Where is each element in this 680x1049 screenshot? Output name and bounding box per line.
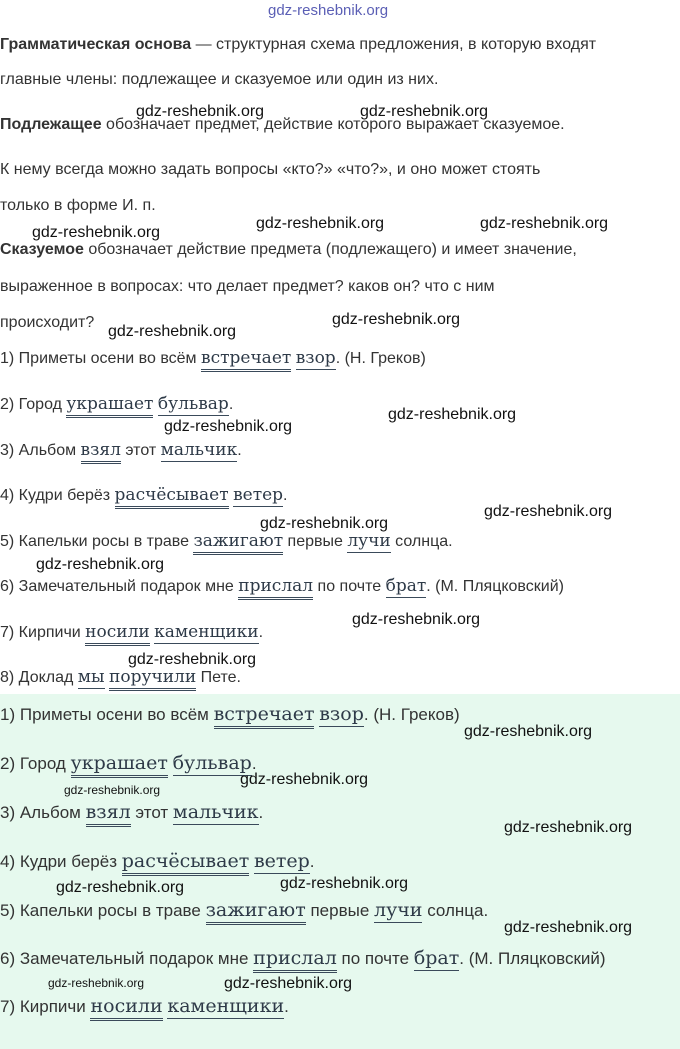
predicate-underline: встречает <box>214 703 315 729</box>
watermark: gdz-reshebnik.org <box>464 723 593 740</box>
watermark: gdz-reshebnik.org <box>36 556 165 573</box>
watermark: gdz-reshebnik.org <box>224 975 353 992</box>
watermark: gdz-reshebnik.org <box>32 224 161 241</box>
watermark: gdz-reshebnik.org <box>484 503 613 520</box>
theory-p1-line2: главные члены: подлежащее и сказуемое или один из них. <box>0 71 439 88</box>
theory-p4-rest: обозначает действие предмета (подлежащего) и имеет значение, <box>83 241 577 258</box>
sentence-answer-4: 4) Кудри берёз расчёсывает ветер. <box>0 851 315 872</box>
theory-p3-line1: К нему всегда можно задать вопросы «кто?» «что?», и оно может стоять <box>0 161 541 178</box>
watermark: gdz-reshebnik.org <box>128 651 257 668</box>
watermark: gdz-reshebnik.org <box>332 311 461 328</box>
subject-underline: мальчик <box>172 801 259 823</box>
subject-underline: мальчик <box>160 440 238 460</box>
sentence-answer-3: 3) Альбом взял этот мальчик. <box>0 802 263 823</box>
predicate-underline: носили <box>90 995 162 1021</box>
predicate-underline: поручили <box>109 667 196 691</box>
predicate-underline: украшает <box>71 752 168 778</box>
sentence-answer-2: 2) Город украшает бульвар. <box>0 753 257 774</box>
theory-p4-line2: выраженное в вопросах: что делает предмет? каков он? что с ним <box>0 278 495 295</box>
subject-underline: брат <box>413 947 460 969</box>
sentence-plain-8: 8) Доклад мы поручили Пете. <box>0 667 241 688</box>
sentence-answer-1: 1) Приметы осени во всём встречает взор. (Н. Греков) <box>0 704 460 725</box>
predicate-underline: прислал <box>238 576 313 600</box>
watermark: gdz-reshebnik.org <box>48 976 145 990</box>
predicate-underline: носили <box>85 622 150 646</box>
predicate-underline: взял <box>81 440 121 464</box>
theory-p2-rest: обозначает предмет, действие которого выражает сказуемое. <box>101 116 565 133</box>
sentence-plain-6: 6) Замечательный подарок мне прислал по почте брат. (М. Пляцковский) <box>0 576 564 597</box>
subject-underline: бульвар <box>157 394 229 414</box>
sentence-answer-6: 6) Замечательный подарок мне прислал по почте брат. (М. Пляцковский) <box>0 948 606 969</box>
subject-underline: мы <box>77 667 105 687</box>
subject-underline: бульвар <box>172 752 252 774</box>
watermark-top: gdz-reshebnik.org <box>268 2 389 19</box>
predicate-underline: взял <box>86 801 131 827</box>
sentence-answer-5: 5) Капельки росы в траве зажигают первые лучи солнца. <box>0 900 488 921</box>
predicate-underline: прислал <box>253 947 337 973</box>
theory-p4-line1 <box>0 240 577 260</box>
watermark: gdz-reshebnik.org <box>360 103 489 120</box>
watermark: gdz-reshebnik.org <box>108 323 237 340</box>
sentence-plain-3: 3) Альбом взял этот мальчик. <box>0 440 242 461</box>
watermark: gdz-reshebnik.org <box>136 103 265 120</box>
watermark: gdz-reshebnik.org <box>164 418 293 435</box>
subject-underline: ветер <box>233 485 284 505</box>
theory-p1-rest: — структурная схема предложения, в которую входят <box>191 36 597 53</box>
term-subject: Подлежащее <box>0 116 102 133</box>
watermark: gdz-reshebnik.org <box>504 819 633 836</box>
sentence-plain-7: 7) Кирпичи носили каменщики. <box>0 622 263 643</box>
subject-underline: взор <box>295 348 336 368</box>
watermark: gdz-reshebnik.org <box>480 215 609 232</box>
subject-underline: ветер <box>253 850 310 872</box>
sentence-plain-4: 4) Кудри берёз расчёсывает ветер. <box>0 485 288 506</box>
watermark: gdz-reshebnik.org <box>260 515 389 532</box>
subject-underline: каменщики <box>154 622 259 642</box>
watermark: gdz-reshebnik.org <box>56 879 185 896</box>
predicate-underline: украшает <box>66 394 153 418</box>
watermark: gdz-reshebnik.org <box>388 406 517 423</box>
sentence-answer-7: 7) Кирпичи носили каменщики. <box>0 996 289 1017</box>
watermark: gdz-reshebnik.org <box>256 215 385 232</box>
subject-underline: взор <box>319 703 364 725</box>
sentence-plain-2: 2) Город украшает бульвар. <box>0 394 233 415</box>
theory-p4-line3: происходит? <box>0 314 95 331</box>
predicate-underline: встречает <box>201 348 291 372</box>
subject-underline: брат <box>385 576 427 596</box>
predicate-underline: зажигают <box>206 899 306 925</box>
term-grammatical-basis: Грамматическая основа <box>0 36 192 53</box>
sentence-plain-5: 5) Капельки росы в траве зажигают первые лучи солнца. <box>0 531 453 552</box>
subject-underline: лучи <box>374 899 423 921</box>
watermark: gdz-reshebnik.org <box>352 611 481 628</box>
theory-p1-line1 <box>0 35 596 55</box>
watermark: gdz-reshebnik.org <box>280 875 409 892</box>
subject-underline: лучи <box>347 531 391 551</box>
subject-underline: каменщики <box>167 995 285 1017</box>
term-predicate: Сказуемое <box>0 241 84 258</box>
watermark: gdz-reshebnik.org <box>504 919 633 936</box>
predicate-underline: расчёсывает <box>122 850 249 876</box>
predicate-underline: расчёсывает <box>115 485 229 509</box>
theory-p3-line2: только в форме И. п. <box>0 197 156 214</box>
watermark: gdz-reshebnik.org <box>240 771 369 788</box>
watermark: gdz-reshebnik.org <box>64 783 161 797</box>
predicate-underline: зажигают <box>193 531 283 555</box>
sentence-plain-1: 1) Приметы осени во всём встречает взор. (Н. Греков) <box>0 348 426 369</box>
